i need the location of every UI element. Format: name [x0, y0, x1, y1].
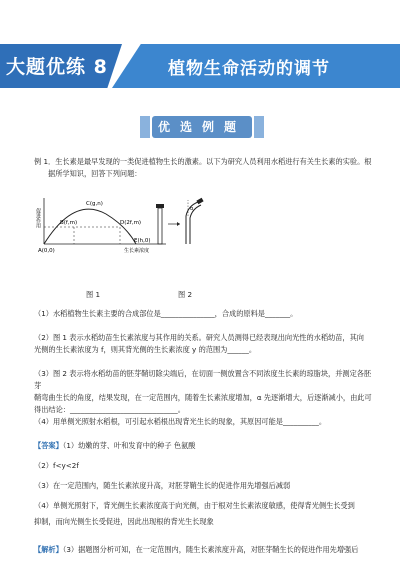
answer-4-line-2: 抑制，而向光侧生长受促进，因此出现根的背光生长现象 — [34, 517, 214, 526]
fig1-point-c: C(g,n) — [86, 201, 103, 207]
q3-line-2: 鞘弯曲生长的角度，结果发现，在一定范围内，随着生长素浓度增加，α 先逐渐增大，后逐渐减小，由此可 — [34, 393, 372, 402]
figure-2-caption: 图 2 — [178, 290, 193, 299]
answer-4-line-1: （4）单侧光照射下，背光侧生长素浓度高于向光侧，由于根对生长素浓度敏感，使得背光侧生长受到 — [34, 501, 355, 510]
banner-right-title: 植物生命活动的调节 — [168, 59, 330, 79]
fig1-point-b: B(f,m) — [60, 220, 78, 226]
question-3 — [34, 368, 372, 416]
answer-label: 【答案】 — [34, 441, 63, 450]
question-4: （4）用单侧光照射水稻根，可引起水稻根出现背光生长的现象，其原因可能是__________。 — [34, 417, 327, 426]
intro-line-2: 据所学知识，回答下列问题： — [48, 169, 142, 178]
answer-2: （2）f<y<2f — [34, 461, 79, 470]
question-2 — [34, 332, 372, 356]
title-banner — [0, 44, 400, 88]
section-tag: 优选例题 — [152, 116, 252, 138]
fig1-point-e: E(h,0) — [134, 238, 151, 244]
analysis-label: 【解析】 — [34, 545, 63, 554]
analysis-text: （3）据题图分析可知，在一定范围内，随生长素浓度升高，对胚芽鞘生长的促进作用先增强后 — [62, 545, 359, 554]
question-intro — [34, 156, 372, 180]
intro-line-1: 例 1．生长素是最早发现的一类促进植物生长的激素。以下为研究人员利用水稻进行有关生长素的实验。根 — [34, 157, 372, 166]
answer-block — [34, 440, 372, 528]
question-1: （1）水稻植物生长素主要的合成部位是_______________，合成的原料是_______。 — [34, 309, 298, 318]
analysis-block — [34, 544, 372, 556]
svg-text:α: α — [190, 206, 194, 212]
fig1-point-d: D(2f,m) — [120, 220, 142, 226]
figure-2-diagram — [150, 196, 220, 252]
q3-line-1: （3）图 2 表示将水稻幼苗的胚芽鞘切除尖端后，在切面一侧放置含不同浓度生长素的琼脂块，并测定各胚芽 — [34, 369, 372, 390]
q2-line-2: 光侧的生长素浓度为 f，则其背光侧的生长素浓度 y 的范围为______。 — [34, 345, 257, 354]
banner-left-title: 大题优练 8 — [6, 56, 108, 78]
fig1-ylabel: 促进作用 — [35, 208, 41, 228]
fig1-xlabel: 生长素浓度 — [124, 248, 150, 254]
q3-line-3: 得出结论：______________________________。 — [34, 405, 185, 414]
fig1-point-a: A(0,0) — [38, 248, 55, 254]
q2-line-1: （2）图 1 表示水稻幼苗生长素浓度与其作用的关系。研究人员测得已经表现出向光性的水稻幼苗，其向 — [34, 333, 364, 342]
figure-1-caption: 图 1 — [86, 290, 101, 299]
answer-3: （3）在一定范围内，随生长素浓度升高，对胚芽鞘生长的促进作用先增强后减弱 — [34, 481, 291, 490]
answer-1: （1）幼嫩的芽、叶和发育中的种子 色氨酸 — [62, 441, 196, 450]
